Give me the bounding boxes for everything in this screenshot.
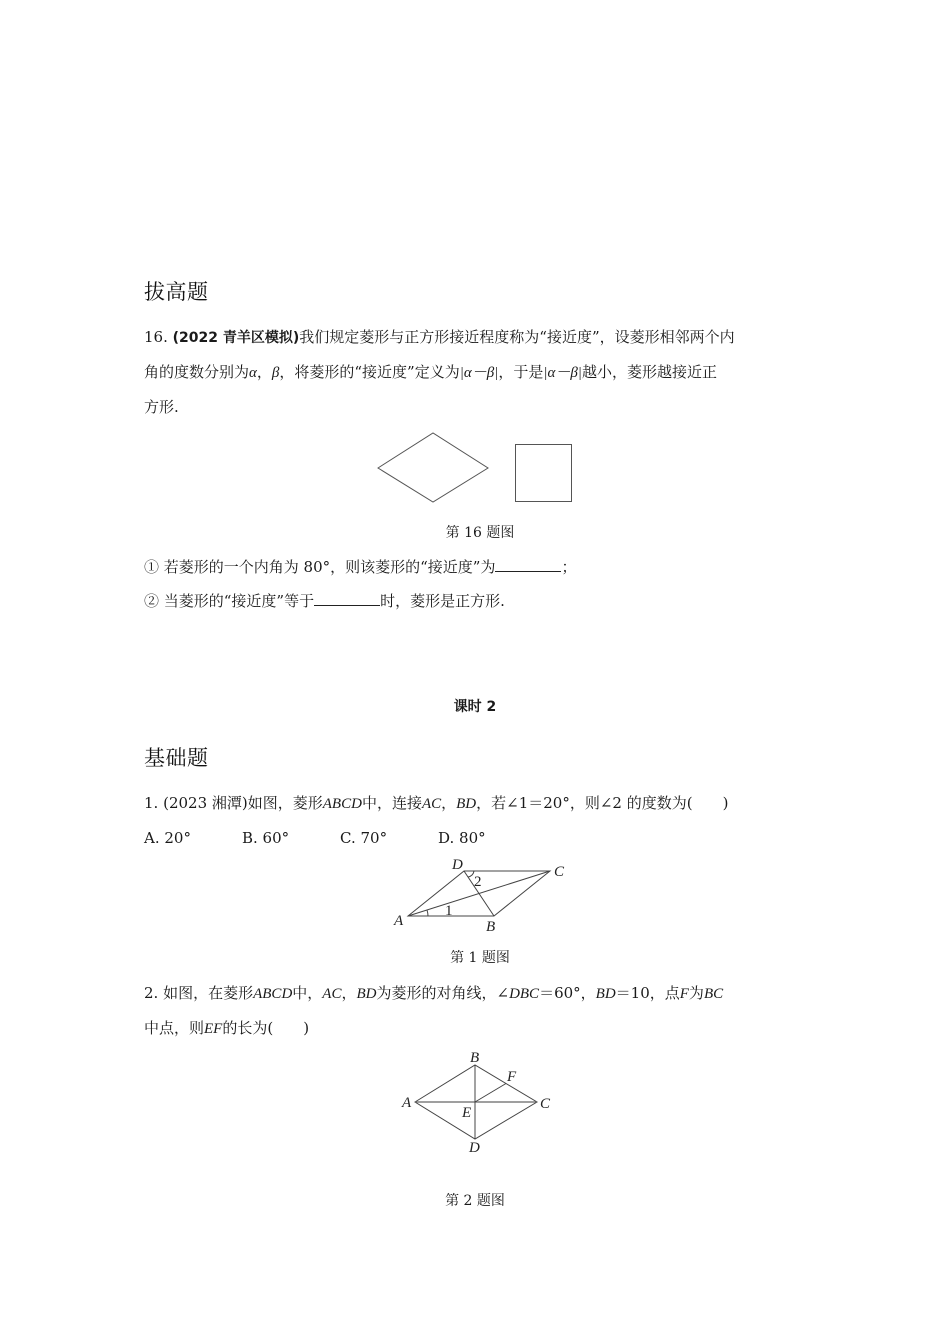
question-1-options [144, 821, 812, 855]
angle-1-arc [427, 910, 428, 916]
subquestion-2: ② 当菱形的“接近度”等于 时，菱形是正方形. [144, 592, 505, 610]
figure-1-rhombus-abcd [390, 853, 570, 938]
answer-blank-2[interactable] [314, 591, 380, 606]
label-c: C [540, 1096, 551, 1112]
question-2-line-2: 中点，则EF的长为( ) [144, 1019, 310, 1037]
figure-16-caption: 第 16 题图 [445, 525, 515, 541]
question-1 [144, 786, 812, 855]
square-shape [516, 445, 572, 502]
section-heading-advanced: 拔高题 [144, 280, 209, 304]
option-b[interactable]: B. 60° [242, 829, 290, 847]
label-d: D [452, 857, 463, 873]
answer-blank-1[interactable] [495, 557, 561, 572]
figure-2-rhombus-abcd [395, 1048, 560, 1158]
question-2-line-1: 2. 如图，在菱形ABCD中，AC，BD为菱形的对角线，∠DBC＝60°，BD＝10，点F为BC [144, 984, 724, 1002]
label-a: A [402, 1095, 412, 1111]
label-b: B [470, 1050, 480, 1066]
label-d: D [469, 1140, 480, 1156]
question-source: (2022 青羊区模拟) [172, 330, 300, 346]
figure-2-caption: 第 2 题图 [445, 1193, 505, 1209]
label-b: B [486, 919, 496, 935]
lesson-title: 课时 2 [453, 699, 497, 715]
subquestion-1: ① 若菱形的一个内角为 80°，则该菱形的“接近度”为 ； [144, 558, 577, 576]
rhombus-shape [378, 433, 488, 502]
option-d[interactable]: D. 80° [438, 829, 486, 847]
section-heading-basic: 基础题 [144, 746, 209, 770]
option-c[interactable]: C. 70° [340, 829, 388, 847]
question-16 [144, 320, 812, 424]
segment-ef [475, 1084, 506, 1103]
question-16-line-3: 方形. [144, 398, 179, 416]
question-2 [144, 976, 812, 1046]
label-f: F [507, 1069, 517, 1085]
question-16-subquestions [144, 550, 812, 618]
figure-16-rhombus-and-square [370, 425, 590, 515]
question-1-stem: 1. (2023 湘潭)如图，菱形ABCD中，连接AC，BD，若∠1＝20°，则∠2 的度数为( ) [144, 794, 729, 812]
figure-1-caption: 第 1 题图 [450, 950, 510, 966]
label-angle-1: 1 [445, 903, 453, 919]
question-16-line-1: 16. (2022 青羊区模拟)我们规定菱形与正方形接近程度称为“接近度”，设菱形相邻两个内 [144, 328, 735, 346]
question-16-line-2: 角的度数分别为α，β，将菱形的“接近度”定义为|α－β|，于是|α－β|越小，菱形越接近正 [144, 363, 717, 381]
label-a: A [394, 913, 404, 929]
label-e: E [462, 1105, 472, 1121]
option-a[interactable]: A. 20° [144, 829, 191, 847]
label-angle-2: 2 [474, 874, 482, 890]
question-source: (2023 湘潭) [163, 794, 248, 812]
label-c: C [554, 864, 565, 880]
